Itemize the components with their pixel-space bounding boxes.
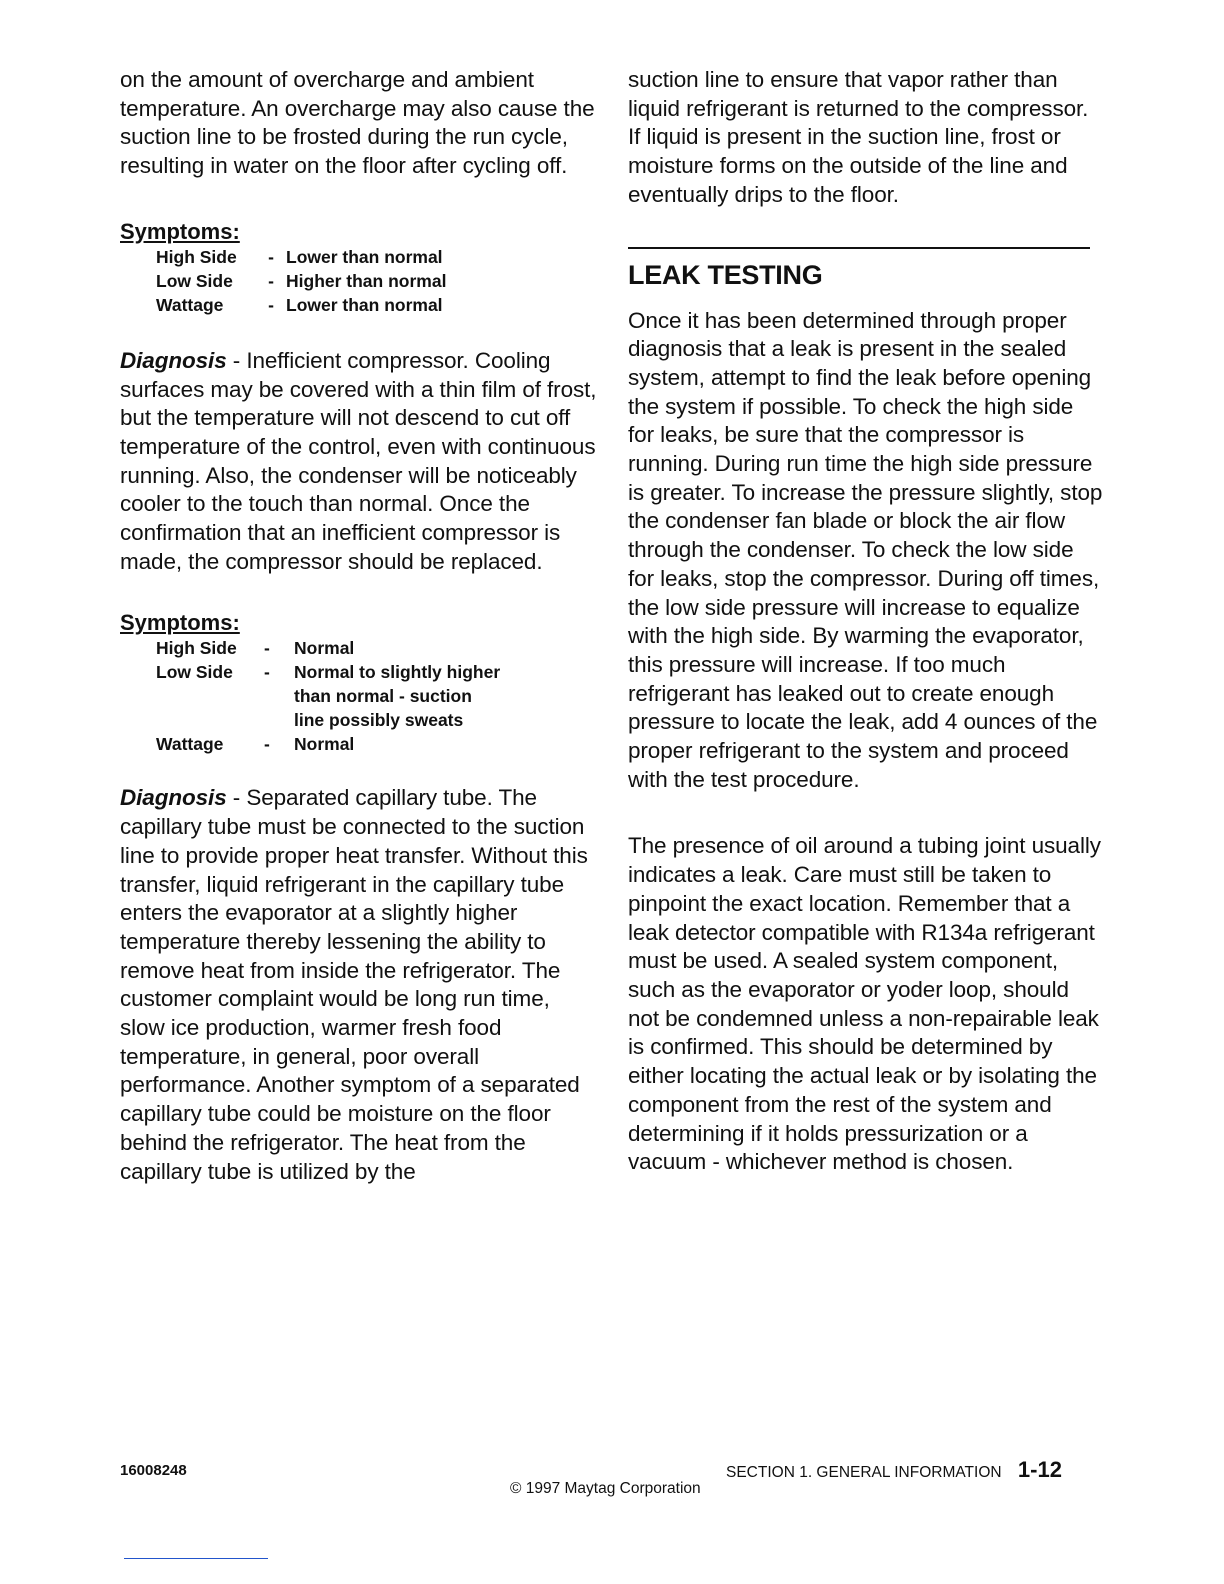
- symptom-label: Low Side: [156, 270, 233, 291]
- symptom-value: Lower than normal: [286, 294, 443, 315]
- diagnosis-paragraph: [120, 784, 600, 1186]
- diagnosis-text: - Inefficient compressor. Cooling surfaces may be covered with a thin film of frost, but the temperature will not descend to cut off temperature of the control, even with continuous running. Also, the condenser will be noticeably cooler to the touch than normal. Once the confirmation that an inefficient compressor is made, the compressor should be replaced.: [120, 347, 597, 574]
- diagnosis-text: - Separated capillary tube. The capillary tube must be connected to the suction line to provide proper heat transfer. Without this transfer, liquid refrigerant in the capillary tube enters the evaporator at a slightly higher temperature thereby lessening the ability to remove heat from inside the refrigerator. The customer complaint would be long run time, slow ice production, warmer fresh food temperature, in general, poor overall performance. Another symptom of a separated capillary tube could be moisture on the floor behind the refrigerator. The heat from the capillary tube is utilized by the: [120, 785, 588, 1184]
- symptom-row: [156, 293, 446, 317]
- symptom-label: Wattage: [156, 294, 224, 315]
- footnote-rule: [124, 1558, 268, 1559]
- symptoms-table: [156, 245, 446, 317]
- symptom-row: [156, 660, 504, 732]
- symptom-row: [156, 636, 504, 660]
- left-column: [120, 66, 600, 1186]
- symptoms-title: Symptoms:: [120, 610, 240, 636]
- page-number: 1-12: [1017, 1457, 1062, 1482]
- symptom-label: High Side: [156, 246, 237, 267]
- intro-paragraph: on the amount of overcharge and ambient temperature. An overcharge may also cause the suction line to be frosted during the run cycle, resulting in water on the floor after cycling off.: [120, 67, 595, 179]
- symptom-row: [156, 269, 446, 293]
- symptom-value: Normal to slightly higher than normal - suction line possibly sweats: [294, 662, 501, 731]
- document-number: 16008248: [120, 1462, 187, 1479]
- copyright: © 1997 Maytag Corporation: [510, 1480, 701, 1497]
- symptom-label: Wattage: [156, 734, 224, 755]
- symptoms-title: Symptoms:: [120, 218, 240, 244]
- section-heading: LEAK TESTING: [628, 259, 823, 290]
- diagnosis-label: Diagnosis: [120, 347, 227, 373]
- symptom-dash: -: [268, 270, 274, 291]
- symptom-value: Lower than normal: [286, 246, 443, 267]
- symptom-row: [156, 245, 446, 269]
- leak-testing-paragraph-2: The presence of oil around a tubing joint usually indicates a leak. Care must still be taken to pinpoint the exact location. Remember that a leak detector compatible with R134a refrigerant must be used. A sealed system component, such as the evaporator or yoder loop, should not be condemned unless a non-repairable leak is confirmed. This should be determined by either locating the actual leak or by isolating the component from the rest of the system and determining if it holds pressurization or a vacuum - whichever method is chosen.: [628, 833, 1101, 1175]
- symptom-dash: -: [264, 734, 270, 755]
- symptom-dash: -: [268, 294, 274, 315]
- symptom-label: Low Side: [156, 662, 233, 683]
- symptom-dash: -: [268, 246, 274, 267]
- leak-testing-paragraph-1: Once it has been determined through proper diagnosis that a leak is present in the sealed system, attempt to find the leak before opening the system if possible. To check the high side for leaks, be sure that the compressor is running. During run time the high side pressure is greater. To increase the pressure slightly, stop the condenser fan blade or block the air flow through the condenser. To check the low side for leaks, stop the compressor. During off times, the low side pressure will increase to equalize with the high side. By warming the evaporator, this pressure will increase. If too much refrigerant has leaked out to create enough pressure to locate the leak, add 4 ounces of the proper refrigerant to the system and proceed with the test procedure.: [628, 307, 1103, 792]
- continuation-paragraph: suction line to ensure that vapor rather than liquid refrigerant is returned to the compressor. If liquid is present in the suction line, frost or moisture forms on the outside of the line and eventually drips to the floor.: [628, 67, 1089, 207]
- diagnosis-paragraph: [120, 347, 600, 577]
- symptom-dash: -: [264, 662, 270, 683]
- symptom-value: Normal: [294, 734, 355, 755]
- symptom-value: Higher than normal: [286, 270, 447, 291]
- section-label: SECTION 1. GENERAL INFORMATION: [726, 1464, 1002, 1481]
- symptom-label: High Side: [156, 638, 237, 659]
- symptom-row: [156, 732, 504, 756]
- symptoms-table: [156, 636, 504, 756]
- symptom-value: Normal: [294, 638, 355, 659]
- symptom-dash: -: [264, 638, 270, 659]
- right-column: [628, 66, 1103, 1177]
- diagnosis-label: Diagnosis: [120, 785, 227, 811]
- section-footer: [726, 1457, 1062, 1483]
